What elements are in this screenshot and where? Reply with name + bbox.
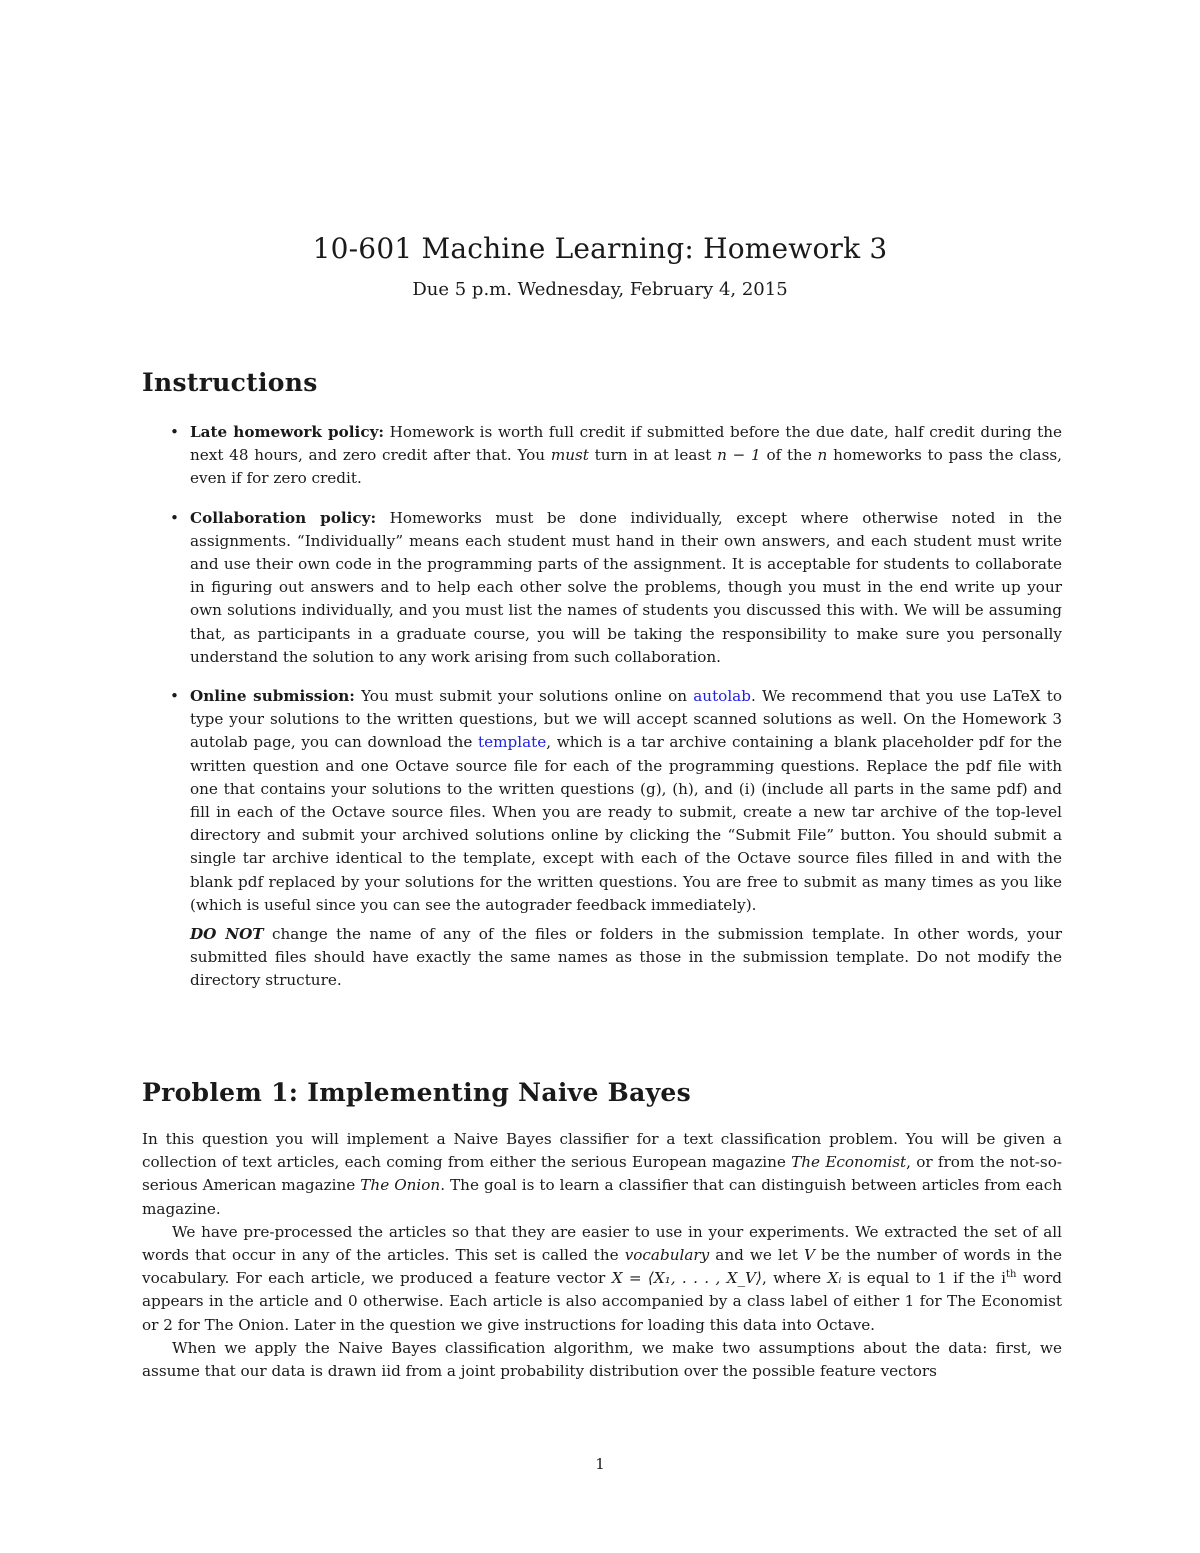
problem1-heading: Problem 1: Implementing Naive Bayes xyxy=(142,1078,692,1107)
do-not-emphasis: DO NOT xyxy=(190,925,264,944)
p2-text: We have pre-processed the articles so that they are easier to use in your experiments. We extracted the set of all words that occur in any of the articles. This set is called the xyxy=(142,1222,1062,1265)
do-not-paragraph xyxy=(190,923,1062,993)
problem1-paragraph-1 xyxy=(142,1128,1062,1221)
bullet-icon: • xyxy=(170,687,179,706)
math-n-minus-1: n − 1 xyxy=(717,446,761,465)
page-number: 1 xyxy=(595,1455,605,1473)
problem1-paragraph-3: When we apply the Naive Bayes classification algorithm, we make two assumptions about the data: first, we assume that our data is drawn iid from a joint probability distribution over the possible feature vectors xyxy=(142,1338,1062,1381)
math-V: V xyxy=(803,1246,815,1265)
late-policy-item xyxy=(142,421,1062,491)
collaboration-policy-text: Homeworks must be done individually, except where otherwise noted in the assignments. “Individually” means each student must hand in their own answers, and each student must write and use their own code in the programming parts of the assignment. It is acceptable for students to collaborate in figuring out answers and to help each other solve the problems, though you must in the end write up your own solutions individually, and you must list the names of students you discussed this with. We will be assuming that, as participants in a graduate course, you will be taking the responsibility to make sure you personally understand the solution to any work arising from such collaboration. xyxy=(190,508,1062,666)
instructions-list xyxy=(142,421,1062,993)
due-date: Due 5 p.m. Wednesday, February 4, 2015 xyxy=(412,279,788,300)
economist-title: The Economist xyxy=(791,1153,907,1172)
p1-text-2: , or from the not-so-serious American magazine xyxy=(142,1153,1063,1195)
autolab-link[interactable]: autolab xyxy=(693,687,751,706)
vocabulary-term: vocabulary xyxy=(624,1246,710,1265)
math-Xi: Xᵢ xyxy=(827,1269,842,1288)
p2-text-5: is equal to 1 if the i xyxy=(841,1269,1007,1288)
late-policy-text-4: homeworks to pass the class, even if for zero credit. xyxy=(190,446,1063,488)
online-submission-text-3: , which is a tar archive containing a blank placeholder pdf for the written question and one Octave source file for each of the programming questions. Replace the pdf file with one that contains your solutions to the written questions (g), (h), and (i) (include all parts in the same pdf) and fill in each of the Octave source files. When you are ready to submit, create a new tar archive of the top-level directory and submit your archived solutions online by clicking the “Submit File” button. You should submit a single tar archive identical to the template, except with each of the Octave source files filled in and with the blank pdf replaced by your solutions for the written questions. You are free to submit as many times as you like (which is useful since you can see the autograder feedback immediately). xyxy=(190,733,1062,914)
p2-text-6: word appears in the article and 0 otherwise. Each article is also accompanied by a class label of either 1 for The Economist or 2 for The Onion. Later in the question we give instructions for loading this data into Octave. xyxy=(142,1269,1062,1334)
superscript-th: th xyxy=(1006,1269,1017,1281)
must-emphasis: must xyxy=(550,446,589,465)
late-policy-text-2: turn in at least xyxy=(588,446,718,465)
document-title: 10-601 Machine Learning: Homework 3 xyxy=(312,232,888,265)
title-block xyxy=(0,232,1200,300)
online-submission-text-2: . We recommend that you use LaTeX to type your solutions to the written questions, but we will accept scanned solutions as well. On the Homework 3 autolab page, you can download the xyxy=(190,687,1062,752)
late-policy-text: Homework is worth full credit if submitted before the due date, half credit during the next 48 hours, and zero credit after that. You xyxy=(190,423,1063,465)
bullet-icon: • xyxy=(170,508,179,527)
template-link[interactable]: template xyxy=(478,733,547,752)
online-submission-text: You must submit your solutions online on xyxy=(354,687,694,706)
problem1-paragraph-2 xyxy=(142,1221,1062,1337)
online-submission-item xyxy=(142,685,1062,993)
instructions-heading: Instructions xyxy=(142,368,318,397)
p1-text: In this question you will implement a Naive Bayes classifier for a text classification problem. You will be given a collection of text articles, each coming from either the serious European magazine xyxy=(142,1130,1062,1172)
do-not-text: change the name of any of the files or folders in the submission template. In other words, your submitted files should have exactly the same names as those in the submission template. Do not modify the directory structure. xyxy=(190,925,1062,990)
late-policy-lead: Late homework policy: xyxy=(190,423,385,441)
math-feature-vector: X = ⟨X₁, . . . , X_V⟩ xyxy=(611,1269,762,1288)
p2-text-4: , where xyxy=(761,1269,828,1288)
collaboration-policy-item xyxy=(142,507,1062,669)
onion-title: The Onion xyxy=(360,1176,441,1195)
problem1-body xyxy=(142,1128,1062,1383)
collaboration-policy-lead: Collaboration policy: xyxy=(190,508,377,527)
p1-text-3: . The goal is to learn a classifier that can distinguish between articles from each magazine. xyxy=(142,1176,1062,1218)
p2-text-2: and we let xyxy=(709,1246,804,1265)
bullet-icon: • xyxy=(170,423,179,441)
late-policy-text-3: of the xyxy=(760,446,818,465)
p2-text-3: be the number of words in the vocabulary. For each article, we produced a feature vector xyxy=(142,1246,1062,1288)
online-submission-lead: Online submission: xyxy=(190,687,355,706)
math-n: n xyxy=(817,446,828,465)
